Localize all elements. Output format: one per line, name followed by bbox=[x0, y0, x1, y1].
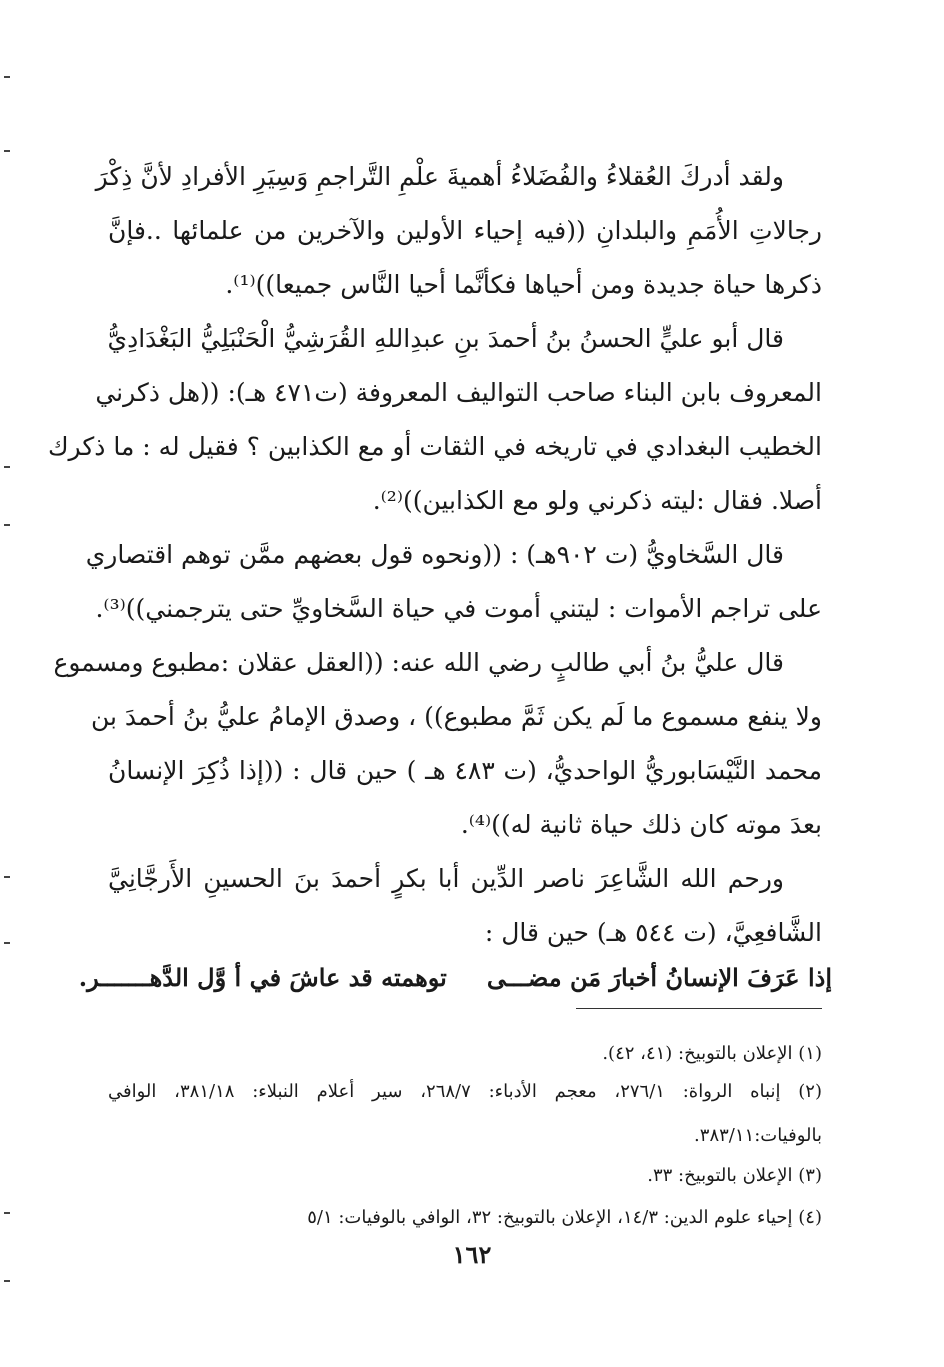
scan-edge-mark bbox=[4, 524, 10, 526]
poetry-verse bbox=[70, 960, 832, 996]
body-text-line: بعدَ موته كان ذلك حياة ثانية له))⁽⁴⁾. bbox=[460, 810, 822, 839]
footnote-1: (١) الإعلان بالتوبيخ: (٤١، ٤٢). bbox=[602, 1043, 822, 1064]
body-text-line: قال السَّخاويُّ (ت ٩٠٢هـ) : ((ونحوه قول بعضهم ممَّن توهم اقتصاري bbox=[85, 540, 784, 569]
verse-first-hemistich: إذا عَرَفَ الإنسانُ أخبارَ مَن مضـــى bbox=[486, 963, 832, 992]
scan-edge-mark bbox=[4, 876, 10, 878]
footnote-2: (٢) إنباه الرواة: ٢٧٦/١، معجم الأدباء: ٢٦٨/٧، سير أعلام النبلاء: ٣٨١/١٨، الوافي bbox=[108, 1081, 822, 1102]
body-text-line: ذكرها حياة جديدة ومن أحياها فكأنَّما أحيا النَّاس جميعا))⁽¹⁾. bbox=[225, 270, 822, 299]
footnote-2-continuation: بالوفيات:٣٨٣/١١. bbox=[694, 1125, 822, 1146]
body-text-line: قال أبو عليٍّ الحسنُ بنُ أحمدَ بنِ عبدِاللهِ القُرَشِيُّ الْحَنْبَلِيُّ البَغْدَادِيُّ bbox=[107, 324, 784, 353]
scan-edge-mark bbox=[4, 1212, 10, 1214]
scan-edge-mark bbox=[4, 466, 10, 468]
footnote-separator bbox=[576, 1008, 822, 1009]
body-text-line: على تراجم الأموات : ليتني أموت في حياة السَّخاويِّ حتى يترجمني))⁽³⁾. bbox=[95, 594, 822, 623]
body-text-line: رجالاتِ الأُمَمِ والبلدانِ ((فيه إحياء الأولين والآخرين من علمائها ..فإنَّ bbox=[108, 216, 822, 245]
body-text-line: ولقد أدركَ العُقلاءُ والفُضَلاءُ أهميةَ علْمِ التَّراجمِ وَسِيَرِ الأفرادِ لأنَّ ذِكْرَ bbox=[95, 162, 784, 191]
scan-edge-mark bbox=[4, 76, 10, 78]
verse-second-hemistich: توهمته قد عاشَ في أ وَّل الدَّهـــــــر. bbox=[78, 963, 447, 992]
body-text-line: قال عليُّ بنُ أبي طالبٍ رضي الله عنه: ((العقل عقلان :مطبوع ومسموع bbox=[53, 648, 784, 677]
body-text-line: المعروف بابن البناء صاحب التواليف المعروفة (ت٤٧١ هـ): ((هل ذكرني bbox=[95, 378, 822, 407]
body-text-line: ولا ينفع مسموع ما لَم يكن ثَمَّ مطبوع)) ، وصدق الإمامُ عليُّ بنُ أحمدَ بن bbox=[90, 702, 822, 731]
body-text-line: الخطيب البغدادي في تاريخه في الثقات أو مع الكذابين ؟ فقيل له : ما ذكرك bbox=[47, 432, 822, 461]
body-text-line: محمد النَّيْسَابوريُّ الواحديُّ، (ت ٤٨٣ هـ ) حين قال : ((إذا ذُكِرَ الإنسانُ bbox=[108, 756, 822, 785]
scan-edge-mark bbox=[4, 150, 10, 152]
body-text-line: أصلا. فقال :ليته ذكرني ولو مع الكذابين))⁽²⁾. bbox=[372, 486, 822, 515]
body-text-line: الشَّافعِيَّ، (ت ٥٤٤ هـ) حين قال : bbox=[484, 918, 822, 947]
scan-edge-mark bbox=[4, 942, 10, 944]
scan-edge-mark bbox=[4, 1280, 10, 1282]
page-number: ١٦٢ bbox=[452, 1240, 492, 1269]
footnote-3: (٣) الإعلان بالتوبيخ: ٣٣. bbox=[647, 1165, 822, 1186]
footnote-4: (٤) إحياء علوم الدين: ١٤/٣، الإعلان بالتوبيخ: ٣٢، الوافي بالوفيات: ٥/١ bbox=[307, 1207, 822, 1228]
body-text-line: ورحم الله الشَّاعِرَ ناصر الدِّين أبا بكرٍ أحمدَ بنَ الحسينِ الأَرجَّانِيَّ bbox=[108, 864, 784, 893]
